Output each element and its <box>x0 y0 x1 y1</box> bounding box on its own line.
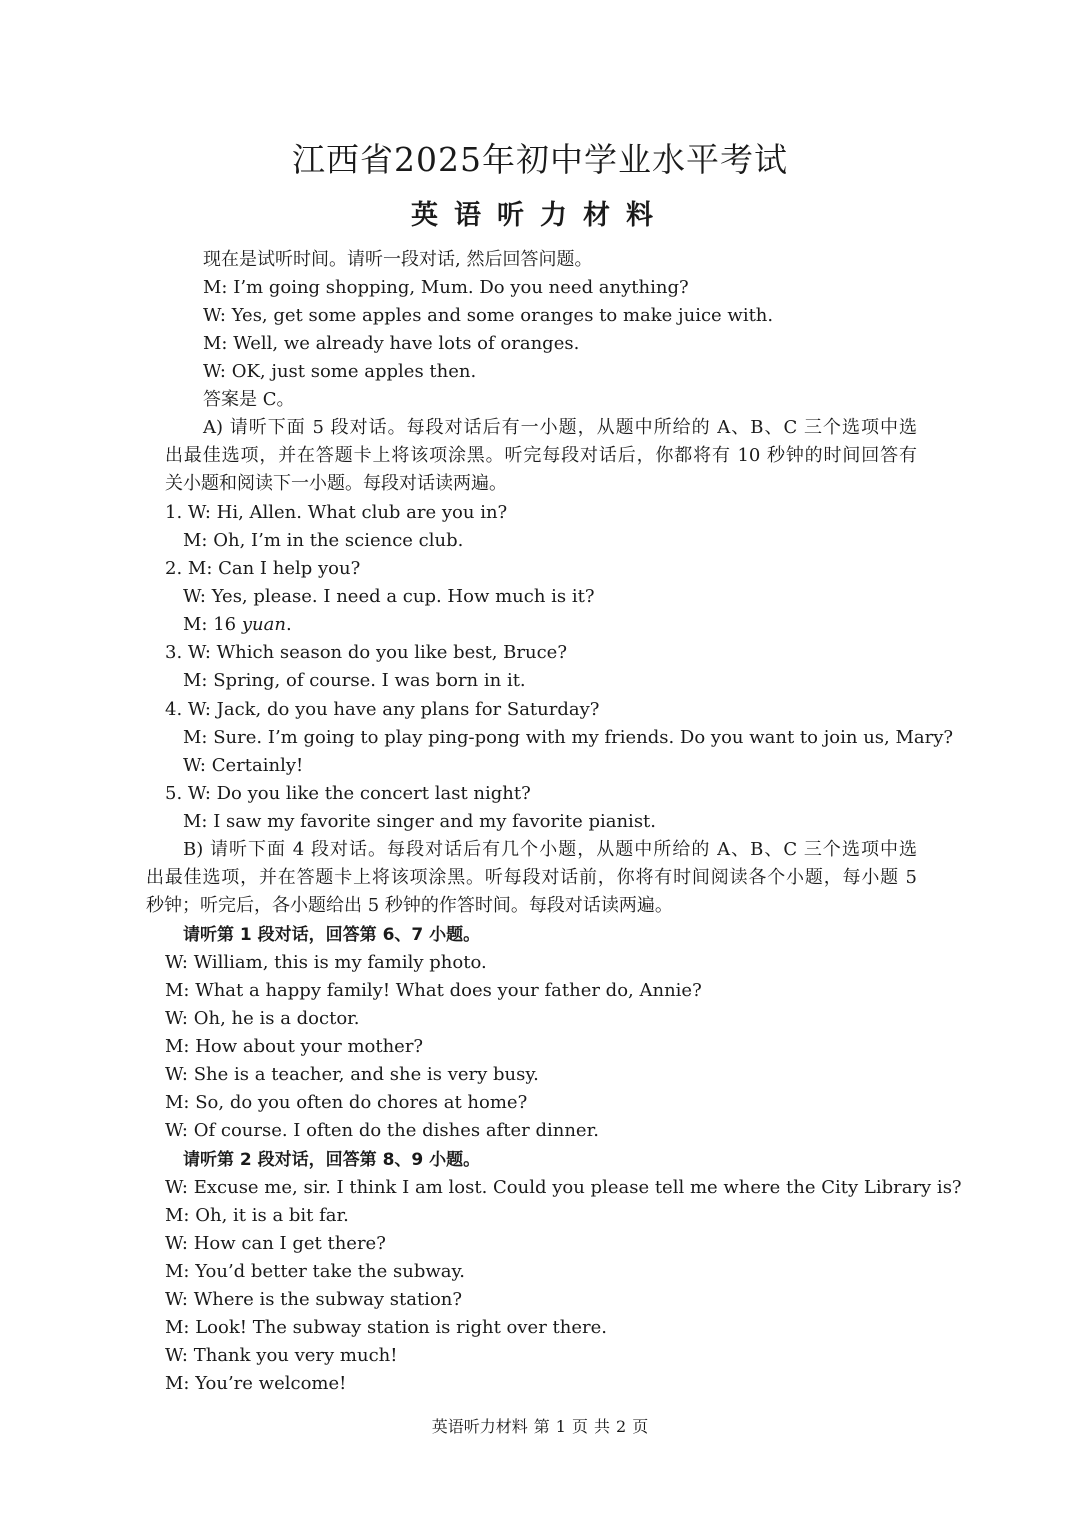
dialogue-line: M: Look! The subway station is right over there. <box>165 1317 607 1338</box>
dialogue-heading: 请听第 1 段对话，回答第 6、7 小题。 <box>183 925 481 945</box>
section-b-instruction: B) 请听下面 4 段对话。每段对话后有几个小题，从题中所给的 A、B、C 三个选项中选 <box>183 839 917 860</box>
footer-page-prefix: 第 <box>533 1417 550 1436</box>
dialogue-line: M: You’d better take the subway. <box>165 1261 465 1282</box>
dialogue-line: W: Yes, please. I need a cup. How much is it? <box>183 586 595 607</box>
dialogue-heading: 请听第 2 段对话，回答第 8、9 小题。 <box>183 1150 481 1170</box>
dialogue-line: M: So, do you often do chores at home? <box>165 1092 528 1113</box>
dialogue-line: W: Excuse me, sir. I think I am lost. Could you please tell me where the City Library is? <box>165 1177 962 1198</box>
footer-page-total: 2 <box>616 1417 627 1436</box>
trial-intro: 现在是试听时间。请听一段对话, 然后回答问题。 <box>203 249 593 270</box>
dialogue-line: 5. W: Do you like the concert last night? <box>165 783 531 804</box>
footer-page-mid: 页 <box>571 1417 588 1436</box>
section-a-instruction: A) 请听下面 5 段对话。每段对话后有一小题，从题中所给的 A、B、C 三个选项中选 <box>203 417 917 438</box>
dialogue-text: M: 16 <box>183 614 242 635</box>
dialogue-line: M: Oh, I’m in the science club. <box>183 530 464 551</box>
dialogue-line: M: How about your mother? <box>165 1036 424 1057</box>
trial-line: W: Yes, get some apples and some oranges to make juice with. <box>203 305 774 326</box>
dialogue-line: W: Of course. I often do the dishes after dinner. <box>165 1120 599 1141</box>
dialogue-line: W: Certainly! <box>183 755 304 776</box>
section-b-instruction: 出最佳选项，并在答题卡上将该项涂黑。听每段对话前，你将有时间阅读各个小题，每小题 5 <box>146 867 917 888</box>
section-b-instruction: 秒钟；听完后，各小题给出 5 秒钟的作答时间。每段对话读两遍。 <box>146 895 673 916</box>
section-a-instruction: 关小题和阅读下一小题。每段对话读两遍。 <box>165 473 507 494</box>
dialogue-line: 3. W: Which season do you like best, Bruce? <box>165 642 567 663</box>
page-footer <box>0 1414 1080 1440</box>
dialogue-text: . <box>285 614 292 635</box>
trial-line: W: OK, just some apples then. <box>203 361 477 382</box>
dialogue-line: M: Sure. I’m going to play ping-pong with my friends. Do you want to join us, Mary? <box>183 727 954 748</box>
dialogue-line: 1. W: Hi, Allen. What club are you in? <box>165 502 508 523</box>
footer-total-prefix: 共 <box>594 1417 611 1436</box>
page-title: 江西省2025年初中学业水平考试 <box>292 140 788 179</box>
page-subtitle: 英语听力材料 <box>411 200 669 231</box>
dialogue-line: M: What a happy family! What does your father do, Annie? <box>165 980 702 1001</box>
dialogue-line: W: William, this is my family photo. <box>165 952 487 973</box>
dialogue-line: 2. M: Can I help you? <box>165 558 361 579</box>
dialogue-line: W: Oh, he is a doctor. <box>165 1008 360 1029</box>
trial-line: M: I’m going shopping, Mum. Do you need anything? <box>203 277 689 298</box>
footer-total-suffix: 页 <box>632 1417 649 1436</box>
dialogue-line: W: She is a teacher, and she is very busy. <box>165 1064 539 1085</box>
trial-line: M: Well, we already have lots of oranges. <box>203 333 580 354</box>
dialogue-line: W: Where is the subway station? <box>165 1289 463 1310</box>
dialogue-line: M: Spring, of course. I was born in it. <box>183 670 526 691</box>
currency-word: yuan <box>241 614 286 635</box>
dialogue-line: M: Oh, it is a bit far. <box>165 1205 349 1226</box>
dialogue-line: M: You’re welcome! <box>165 1373 347 1394</box>
dialogue-line: W: How can I get there? <box>165 1233 386 1254</box>
dialogue-line: W: Thank you very much! <box>165 1345 398 1366</box>
dialogue-line: 4. W: Jack, do you have any plans for Saturday? <box>165 699 600 720</box>
dialogue-line <box>183 611 292 639</box>
dialogue-line: M: I saw my favorite singer and my favorite pianist. <box>183 811 657 832</box>
section-a-instruction: 出最佳选项，并在答题卡上将该项涂黑。听完每段对话后，你都将有 10 秒钟的时间回答有 <box>165 445 917 466</box>
trial-answer: 答案是 C。 <box>203 389 295 410</box>
footer-page-current: 1 <box>555 1417 566 1436</box>
footer-label: 英语听力材料 <box>431 1417 528 1436</box>
